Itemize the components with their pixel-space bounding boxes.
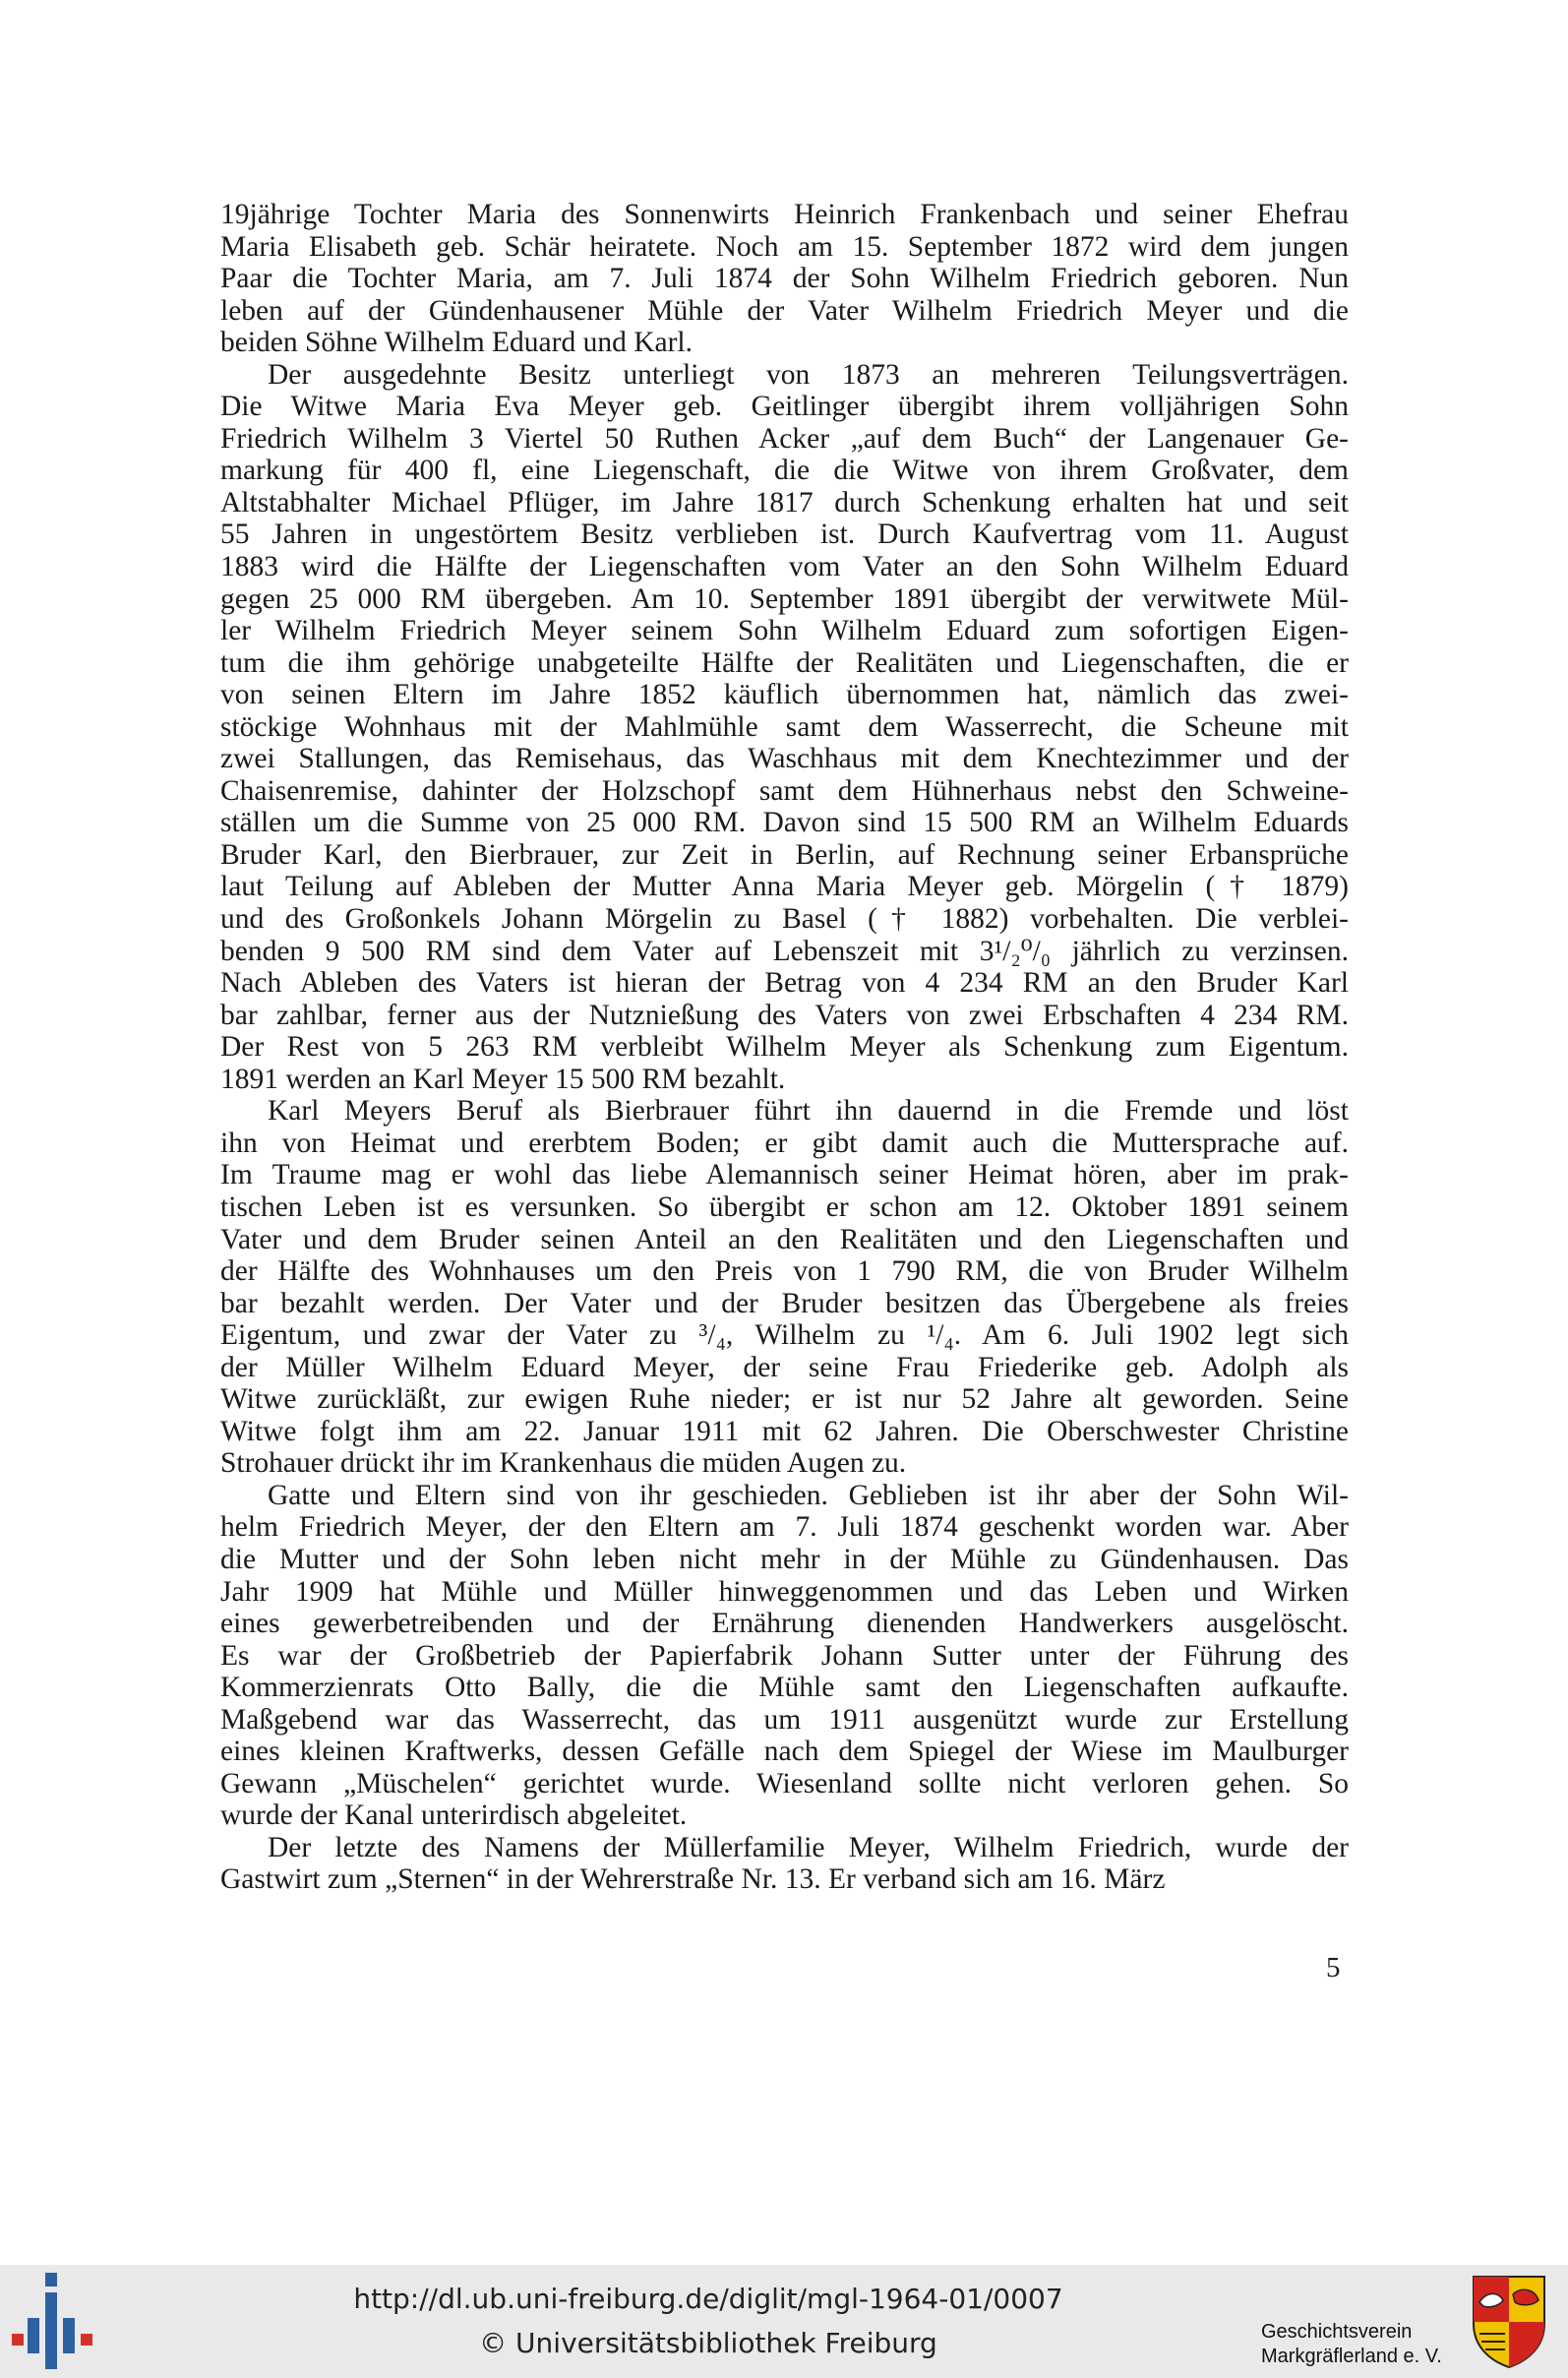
text-line: 55 Jahren in ungestörtem Besitz verblieben ist. Durch Kaufvertrag vom 11. August: [220, 518, 1349, 551]
paragraph: [220, 199, 1349, 359]
text-line: Karl Meyers Beruf als Bierbrauer führt ihn dauernd in die Fremde und löst: [268, 1095, 1349, 1128]
text-line: eines gewerbetreibenden und der Ernährung dienenden Handwerkers ausgelöscht.: [220, 1608, 1349, 1640]
text-line: der Hälfte des Wohnhauses um den Preis von 1 790 RM, die von Bruder Wilhelm: [220, 1255, 1349, 1288]
text-line: Gastwirt zum „Sternen“ in der Wehrerstraße Nr. 13. Er verband sich am 16. März: [220, 1863, 1166, 1896]
text-line: ler Wilhelm Friedrich Meyer seinem Sohn Wilhelm Eduard zum sofortigen Eigen-: [220, 615, 1349, 647]
paragraph: [220, 1480, 1349, 1832]
text-line: Strohauer drückt ihr im Krankenhaus die müden Augen zu.: [220, 1447, 907, 1480]
text-line: Witwe folgt ihm am 22. Januar 1911 mit 62 Jahren. Die Oberschwester Christine: [220, 1415, 1349, 1447]
text-line: 1883 wird die Hälfte der Liegenschaften vom Vater an den Sohn Wilhelm Eduard: [220, 551, 1349, 583]
society-name-line1: Geschichtsverein: [1261, 2321, 1413, 2343]
society-name: [1261, 2320, 1468, 2369]
text-line: benden 9 500 RM sind dem Vater auf Lebenszeit mit 3¹/₂⁰/₀ jährlich zu verzinsen.: [220, 935, 1349, 967]
text-line: eines kleinen Kraftwerks, dessen Gefälle nach dem Spiegel der Wiese im Maulburger: [220, 1736, 1349, 1768]
text-line: markung für 400 fl, eine Liegenschaft, die die Witwe von ihrem Großvater, dem: [220, 455, 1349, 487]
text-line: der Müller Wilhelm Eduard Meyer, der seine Frau Friederike geb. Adolph als: [220, 1351, 1349, 1383]
text-line: Der ausgedehnte Besitz unterliegt von 1873 an mehreren Teilungsverträgen.: [268, 358, 1349, 391]
text-line: stöckige Wohnhaus mit der Mahlmühle samt dem Wasserrecht, die Scheune mit: [220, 710, 1349, 743]
paragraph: [220, 359, 1349, 1096]
paragraph: [220, 1832, 1349, 1896]
text-line: bar bezahlt werden. Der Vater und der Bruder besitzen das Übergebene als freies: [220, 1287, 1349, 1319]
text-line: leben auf der Gündenhausener Mühle der Vater Wilhelm Friedrich Meyer und die: [220, 294, 1349, 327]
text-line: Gewann „Müschelen“ gerichtet wurde. Wiesenland sollte nicht verloren gehen. So: [220, 1767, 1349, 1799]
text-line: tischen Leben ist es versunken. So übergibt er schon am 12. Oktober 1891 seinem: [220, 1190, 1349, 1223]
text-line: Maßgebend war das Wasserrecht, das um 1911 ausgenützt wurde zur Erstellung: [220, 1703, 1349, 1736]
text-line: Kommerzienrats Otto Bally, die die Mühle samt den Liegenschaften aufkaufte.: [220, 1672, 1349, 1704]
text-line: Paar die Tochter Maria, am 7. Juli 1874 der Sohn Wilhelm Friedrich geboren. Nun: [220, 263, 1349, 295]
text-line: Es war der Großbetrieb der Papierfabrik Johann Sutter unter der Führung des: [220, 1639, 1349, 1672]
text-line: Die Witwe Maria Eva Meyer geb. Geitlinger übergibt ihrem volljährigen Sohn: [220, 391, 1349, 423]
text-line: Nach Ableben des Vaters ist hieran der Betrag von 4 234 RM an den Bruder Karl: [220, 967, 1349, 1000]
copyright-notice: © Universitätsbibliothek Freiburg: [479, 2327, 937, 2359]
page-number: 5: [1326, 1952, 1341, 1983]
text-line: Friedrich Wilhelm 3 Viertel 50 Ruthen Acker „auf dem Buch“ der Langenauer Ge-: [220, 422, 1349, 455]
text-line: Eigentum, und zwar der Vater zu ³/₄, Wilhelm zu ¹/₄. Am 6. Juli 1902 legt sich: [220, 1319, 1349, 1352]
text-line: helm Friedrich Meyer, der den Eltern am 7. Juli 1874 geschenkt worden war. Aber: [220, 1511, 1349, 1544]
text-line: die Mutter und der Sohn leben nicht mehr in der Mühle zu Gündenhausen. Das: [220, 1543, 1349, 1575]
text-line: 1891 werden an Karl Meyer 15 500 RM bezahlt.: [220, 1063, 786, 1095]
society-crest-icon[interactable]: [1470, 2273, 1548, 2369]
text-line: beiden Söhne Wilhelm Eduard und Karl.: [220, 327, 693, 359]
text-line: 19jährige Tochter Maria des Sonnenwirts Heinrich Frankenbach und seiner Ehefrau: [220, 199, 1349, 230]
paragraph: [220, 1095, 1349, 1480]
text-line: wurde der Kanal unterirdisch abgeleitet.: [220, 1799, 688, 1832]
text-line: Gatte und Eltern sind von ihr geschieden. Geblieben ist ihr aber der Sohn Wil-: [268, 1479, 1349, 1511]
text-line: Witwe zurückläßt, zur ewigen Ruhe nieder; er ist nur 52 Jahre alt geworden. Seine: [220, 1383, 1349, 1416]
text-line: Bruder Karl, den Bierbrauer, zur Zeit in Berlin, auf Rechnung seiner Erbansprüche: [220, 838, 1349, 871]
text-line: Chaisenremise, dahinter der Holzschopf samt dem Hühnerhaus nebst den Schweine-: [220, 774, 1349, 807]
text-line: gegen 25 000 RM übergeben. Am 10. September 1891 übergibt der verwitwete Mül-: [220, 582, 1349, 615]
text-line: bar zahlbar, ferner aus der Nutznießung des Vaters von zwei Erbschaften 4 234 RM.: [220, 999, 1349, 1031]
permalink-url[interactable]: http://dl.ub.uni-freiburg.de/diglit/mgl-1964-01/0007: [353, 2283, 1063, 2315]
society-name-line2: Markgräflerland e. V.: [1261, 2346, 1442, 2367]
text-line: Der letzte des Namens der Müllerfamilie Meyer, Wilhelm Friedrich, wurde der: [268, 1831, 1349, 1863]
text-line: tum die ihm gehörige unabgeteilte Hälfte der Realitäten und Liegenschaften, die er: [220, 646, 1349, 679]
text-line: Jahr 1909 hat Mühle und Müller hinweggenommen und das Leben und Wirken: [220, 1575, 1349, 1608]
text-line: von seinen Eltern im Jahre 1852 käuflich übernommen hat, nämlich das zwei-: [220, 679, 1349, 711]
text-line: und des Großonkels Johann Mörgelin zu Basel († 1882) vorbehalten. Die verblei-: [220, 903, 1349, 936]
ub-freiburg-logo-icon[interactable]: [6, 2273, 100, 2371]
text-line: ställen um die Summe von 25 000 RM. Davon sind 15 500 RM an Wilhelm Eduards: [220, 807, 1349, 839]
text-line: Altstabhalter Michael Pflüger, im Jahre 1817 durch Schenkung erhalten hat und seit: [220, 486, 1349, 518]
body-text: [220, 199, 1349, 1896]
text-line: Der Rest von 5 263 RM verbleibt Wilhelm Meyer als Schenkung zum Eigentum.: [220, 1031, 1349, 1064]
text-line: Maria Elisabeth geb. Schär heiratete. Noch am 15. September 1872 wird dem jungen: [220, 230, 1349, 263]
text-line: laut Teilung auf Ableben der Mutter Anna Maria Meyer geb. Mörgelin († 1879): [220, 871, 1349, 903]
text-line: Vater und dem Bruder seinen Anteil an den Realitäten und den Liegenschaften und: [220, 1223, 1349, 1255]
text-line: ihn von Heimat und ererbtem Boden; er gibt damit auch die Muttersprache auf.: [220, 1127, 1349, 1159]
text-line: zwei Stallungen, das Remisehaus, das Waschhaus mit dem Knechtezimmer und der: [220, 743, 1349, 775]
text-line: Im Traume mag er wohl das liebe Alemannisch seiner Heimat hören, aber im prak-: [220, 1159, 1349, 1191]
viewer-footer: [0, 2265, 1568, 2378]
